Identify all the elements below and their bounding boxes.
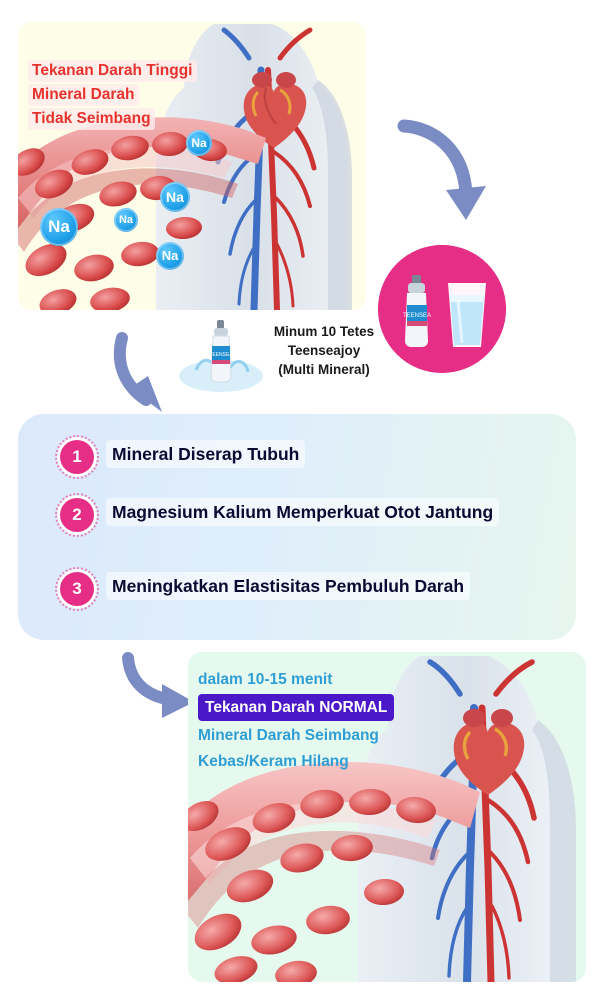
result-time-label: dalam 10-15 menit (198, 671, 333, 688)
result-line-2: Kebas/Keram Hilang (198, 753, 349, 770)
step-item (60, 572, 560, 606)
benefit-steps-panel (18, 414, 576, 640)
caption-line-2: Mineral Darah (28, 84, 139, 106)
svg-text:TEENSEA: TEENSEA (209, 352, 233, 358)
step-number-badge: 2 (60, 498, 94, 532)
high-blood-pressure-panel (18, 22, 366, 310)
step-item (60, 440, 530, 474)
dosage-line-3: (Multi Mineral) (278, 362, 370, 377)
dosage-text (254, 322, 394, 379)
step-label: Meningkatkan Elastisitas Pembuluh Darah (106, 572, 470, 600)
sodium-bubble: Na (114, 208, 138, 232)
sodium-bubble: Na (186, 130, 212, 156)
result-line-1: Mineral Darah Seimbang (198, 727, 379, 744)
dosage-line-2: Teenseajoy (287, 343, 361, 358)
arrow-to-steps-icon (108, 330, 188, 426)
step-number-badge: 1 (60, 440, 94, 474)
step-number-badge: 3 (60, 572, 94, 606)
caption-line-3: Tidak Seimbang (28, 108, 155, 130)
result-highlight-badge: Tekanan Darah NORMAL (198, 694, 394, 721)
dosage-line-1: Minum 10 Tetes (273, 324, 375, 339)
sodium-bubble: Na (160, 182, 190, 212)
svg-text:TEENSEA: TEENSEA (402, 313, 432, 319)
high-bp-caption (28, 60, 258, 132)
sodium-bubble: Na (40, 208, 78, 246)
result-caption (198, 668, 448, 776)
step-label: Magnesium Kalium Memperkuat Otot Jantung (106, 498, 499, 526)
dosage-block (176, 312, 396, 396)
sodium-bubble: Na (156, 242, 184, 270)
teenseajoy-bottle-icon (176, 312, 266, 396)
arrow-to-badge-icon (390, 116, 500, 238)
caption-line-1: Tekanan Darah Tinggi (28, 60, 197, 82)
step-label: Mineral Diserap Tubuh (106, 440, 305, 468)
dropper-and-glass-icon (378, 245, 506, 373)
product-glass-badge (378, 245, 506, 373)
step-item (60, 498, 530, 532)
